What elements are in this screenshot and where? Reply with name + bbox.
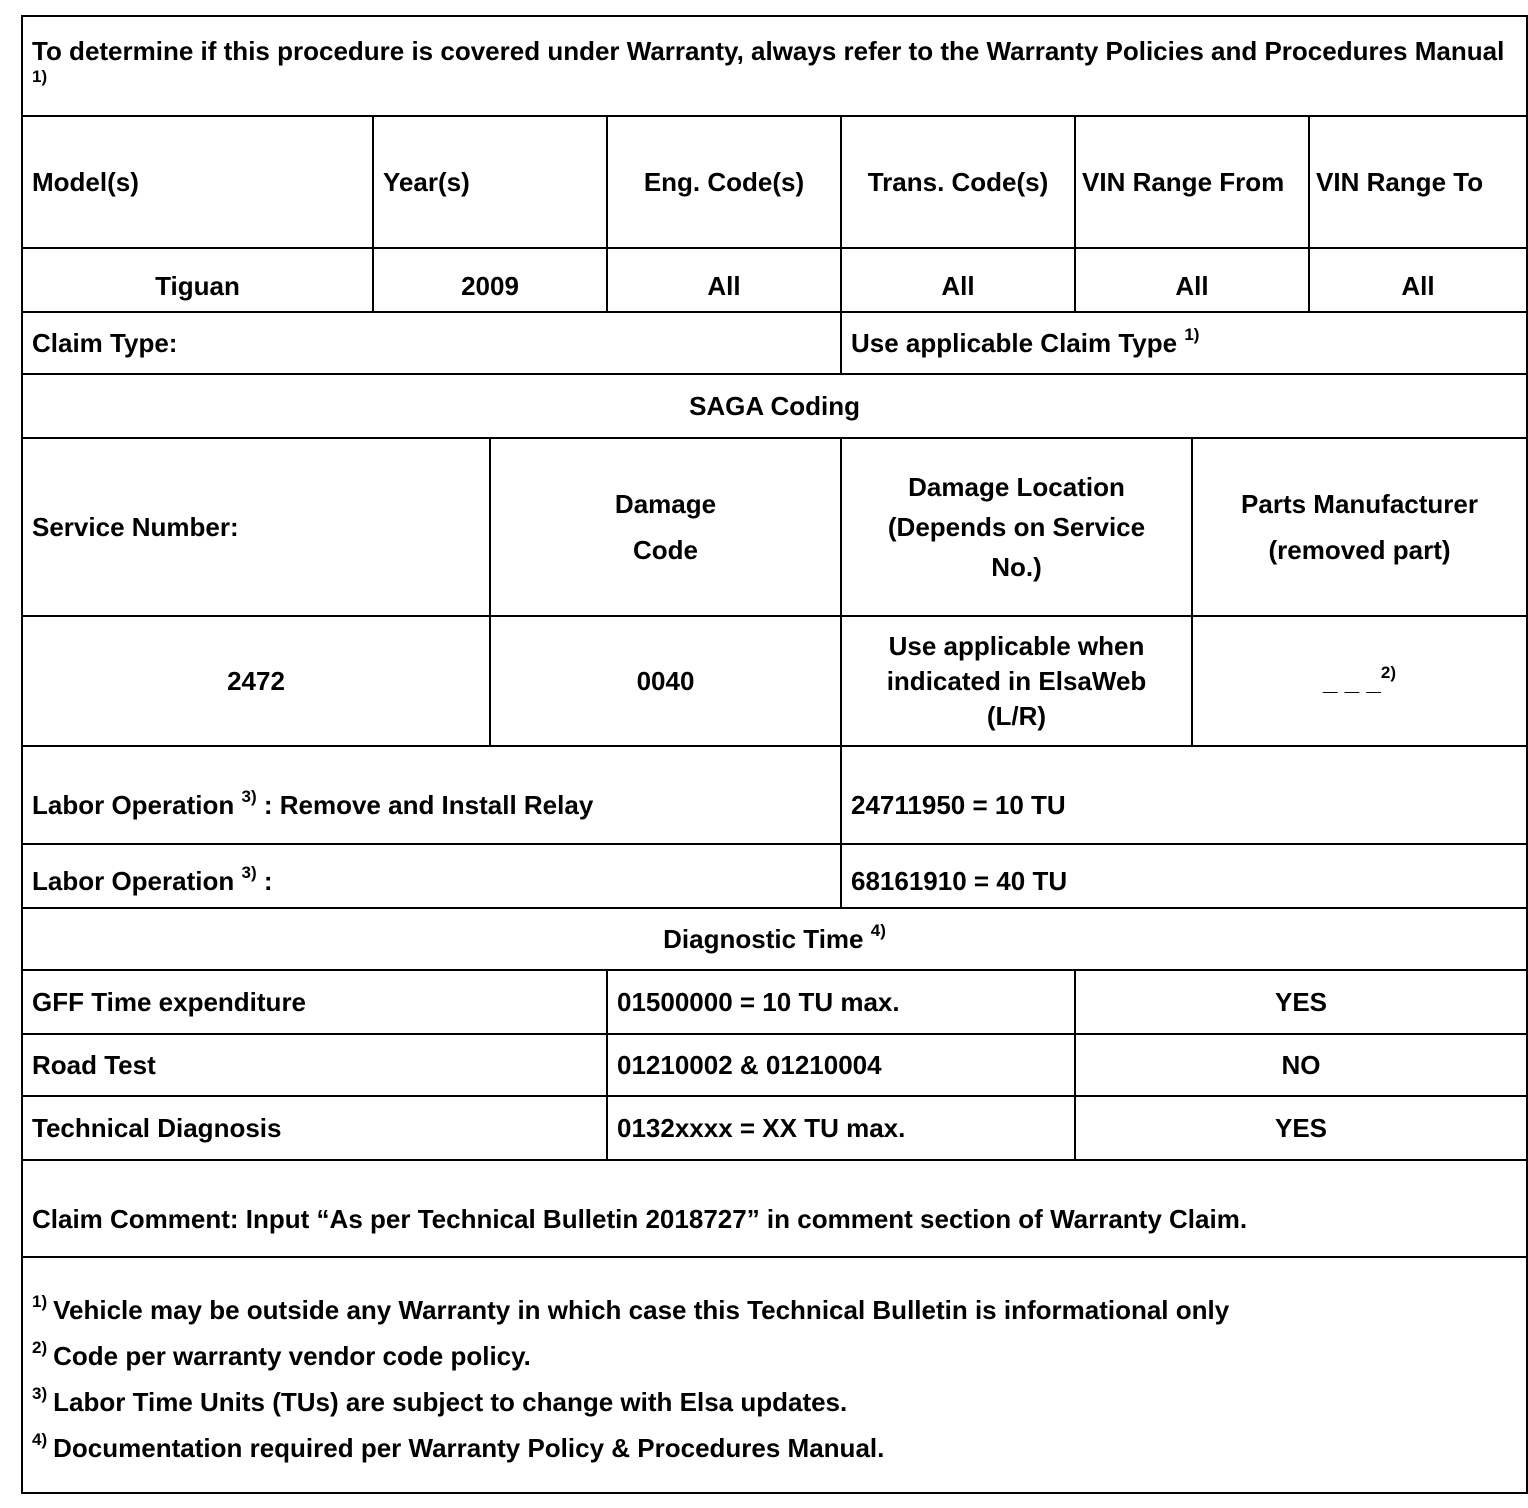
saga-value-row xyxy=(22,616,1527,746)
diagnostic-row-2-label: Road Test xyxy=(22,1034,607,1096)
parts-mfr-value: _ _ _ xyxy=(1323,666,1381,696)
diagnostic-row-2-flag: NO xyxy=(1075,1034,1527,1096)
footnotes-cell xyxy=(22,1257,1527,1493)
vehicle-row xyxy=(22,248,1527,312)
saga-damage-code-label xyxy=(490,438,841,616)
diagnostic-title: Diagnostic Time xyxy=(663,924,864,954)
labor-2-label: Labor Operation xyxy=(32,866,235,896)
diagnostic-row-3-label: Technical Diagnosis xyxy=(22,1096,607,1160)
diagnostic-row-1-label: GFF Time expenditure xyxy=(22,970,607,1034)
claim-type-label: Claim Type: xyxy=(22,312,841,374)
diagnostic-title-row xyxy=(22,908,1527,970)
header-vin-to: VIN Range To xyxy=(1309,116,1527,248)
value-trans-code: All xyxy=(841,248,1075,312)
damage-location-label-line-3: No.) xyxy=(991,552,1042,582)
header-eng-codes: Eng. Code(s) xyxy=(607,116,841,248)
diagnostic-footnote-mark: 4) xyxy=(870,921,886,941)
saga-service-number-label: Service Number: xyxy=(22,438,490,616)
footnote-3 xyxy=(32,1385,1517,1419)
footnote-3-text: Labor Time Units (TUs) are subject to change with Elsa updates. xyxy=(53,1387,848,1417)
footnote-3-mark: 3) xyxy=(32,1384,48,1404)
header-models: Model(s) xyxy=(22,116,373,248)
saga-service-number: 2472 xyxy=(22,616,490,746)
labor-2-suffix: : xyxy=(263,866,273,896)
warranty-grid xyxy=(21,15,1528,1494)
labor-1-footnote-mark: 3) xyxy=(241,787,257,807)
intro-cell xyxy=(22,16,1527,116)
saga-damage-code: 0040 xyxy=(490,616,841,746)
header-years: Year(s) xyxy=(373,116,607,248)
labor-1-value: 24711950 = 10 TU xyxy=(841,746,1527,844)
labor-2-label-cell xyxy=(22,844,841,908)
labor-1-label: Labor Operation xyxy=(32,790,235,820)
damage-location-line-1: Use applicable when xyxy=(888,630,1145,661)
footnote-2 xyxy=(32,1339,1517,1373)
intro-text: To determine if this procedure is covered under Warranty, always refer to the Warranty Policies and Procedures Manual xyxy=(32,36,1505,66)
claim-type-row xyxy=(22,312,1527,374)
labor-2-value: 68161910 = 40 TU xyxy=(841,844,1527,908)
damage-location-line-2: indicated in ElsaWeb xyxy=(886,665,1147,696)
value-model: Tiguan xyxy=(22,248,373,312)
diagnostic-row-3-code: 0132xxxx = XX TU max. xyxy=(607,1096,1075,1160)
claim-type-footnote-mark: 1) xyxy=(1184,325,1200,345)
warranty-coding-table xyxy=(21,15,1505,1494)
value-vin-from: All xyxy=(1075,248,1309,312)
footnote-1-mark: 1) xyxy=(32,1292,48,1312)
parts-mfr-footnote-mark: 2) xyxy=(1380,663,1396,683)
diagnostic-row-2-code: 01210002 & 01210004 xyxy=(607,1034,1075,1096)
saga-damage-location-label xyxy=(841,438,1192,616)
claim-comment: Claim Comment: Input “As per Technical Bulletin 2018727” in comment section of Warranty Claim. xyxy=(22,1160,1527,1257)
diagnostic-row xyxy=(22,1096,1527,1160)
diagnostic-row xyxy=(22,970,1527,1034)
damage-location-line-3: (L/R) xyxy=(986,700,1047,731)
footnote-1-text: Vehicle may be outside any Warranty in which case this Technical Bulletin is informational only xyxy=(53,1295,1230,1325)
parts-mfr-label-line-2: (removed part) xyxy=(1268,535,1451,565)
damage-location-label-line-1: Damage Location xyxy=(908,472,1125,502)
footnote-4 xyxy=(32,1431,1517,1465)
saga-parts-mfr-label xyxy=(1192,438,1527,616)
saga-header-row xyxy=(22,438,1527,616)
footnote-1 xyxy=(32,1293,1517,1327)
footnote-2-mark: 2) xyxy=(32,1338,48,1358)
labor-row-2 xyxy=(22,844,1527,908)
intro-footnote-mark: 1) xyxy=(32,67,48,87)
intro-row xyxy=(22,16,1527,116)
labor-2-footnote-mark: 3) xyxy=(241,863,257,883)
saga-title-row xyxy=(22,374,1527,438)
damage-code-label-line-1: Damage xyxy=(614,489,717,519)
labor-1-description: : Remove and Install Relay xyxy=(263,790,594,820)
header-trans-codes: Trans. Code(s) xyxy=(841,116,1075,248)
header-vin-from: VIN Range From xyxy=(1075,116,1309,248)
saga-parts-mfr xyxy=(1192,616,1527,746)
parts-mfr-label-line-1: Parts Manufacturer xyxy=(1241,489,1478,519)
header-row xyxy=(22,116,1527,248)
diagnostic-row-3-flag: YES xyxy=(1075,1096,1527,1160)
footnote-2-text: Code per warranty vendor code policy. xyxy=(53,1341,531,1371)
claim-type-value: Use applicable Claim Type xyxy=(851,328,1178,358)
damage-location-label-line-2: (Depends on Service xyxy=(887,512,1146,542)
diagnostic-title-cell xyxy=(22,908,1527,970)
footnotes-row xyxy=(22,1257,1527,1493)
damage-code-label-line-2: Code xyxy=(633,535,698,565)
saga-title: SAGA Coding xyxy=(22,374,1527,438)
claim-type-cell xyxy=(841,312,1527,374)
footnote-4-mark: 4) xyxy=(32,1430,48,1450)
value-eng-code: All xyxy=(607,248,841,312)
value-year: 2009 xyxy=(373,248,607,312)
labor-row-1 xyxy=(22,746,1527,844)
saga-damage-location xyxy=(841,616,1192,746)
claim-comment-row xyxy=(22,1160,1527,1257)
diagnostic-row-1-code: 01500000 = 10 TU max. xyxy=(607,970,1075,1034)
value-vin-to: All xyxy=(1309,248,1527,312)
footnote-4-text: Documentation required per Warranty Policy & Procedures Manual. xyxy=(53,1433,885,1463)
diagnostic-row xyxy=(22,1034,1527,1096)
labor-1-label-cell xyxy=(22,746,841,844)
diagnostic-row-1-flag: YES xyxy=(1075,970,1527,1034)
